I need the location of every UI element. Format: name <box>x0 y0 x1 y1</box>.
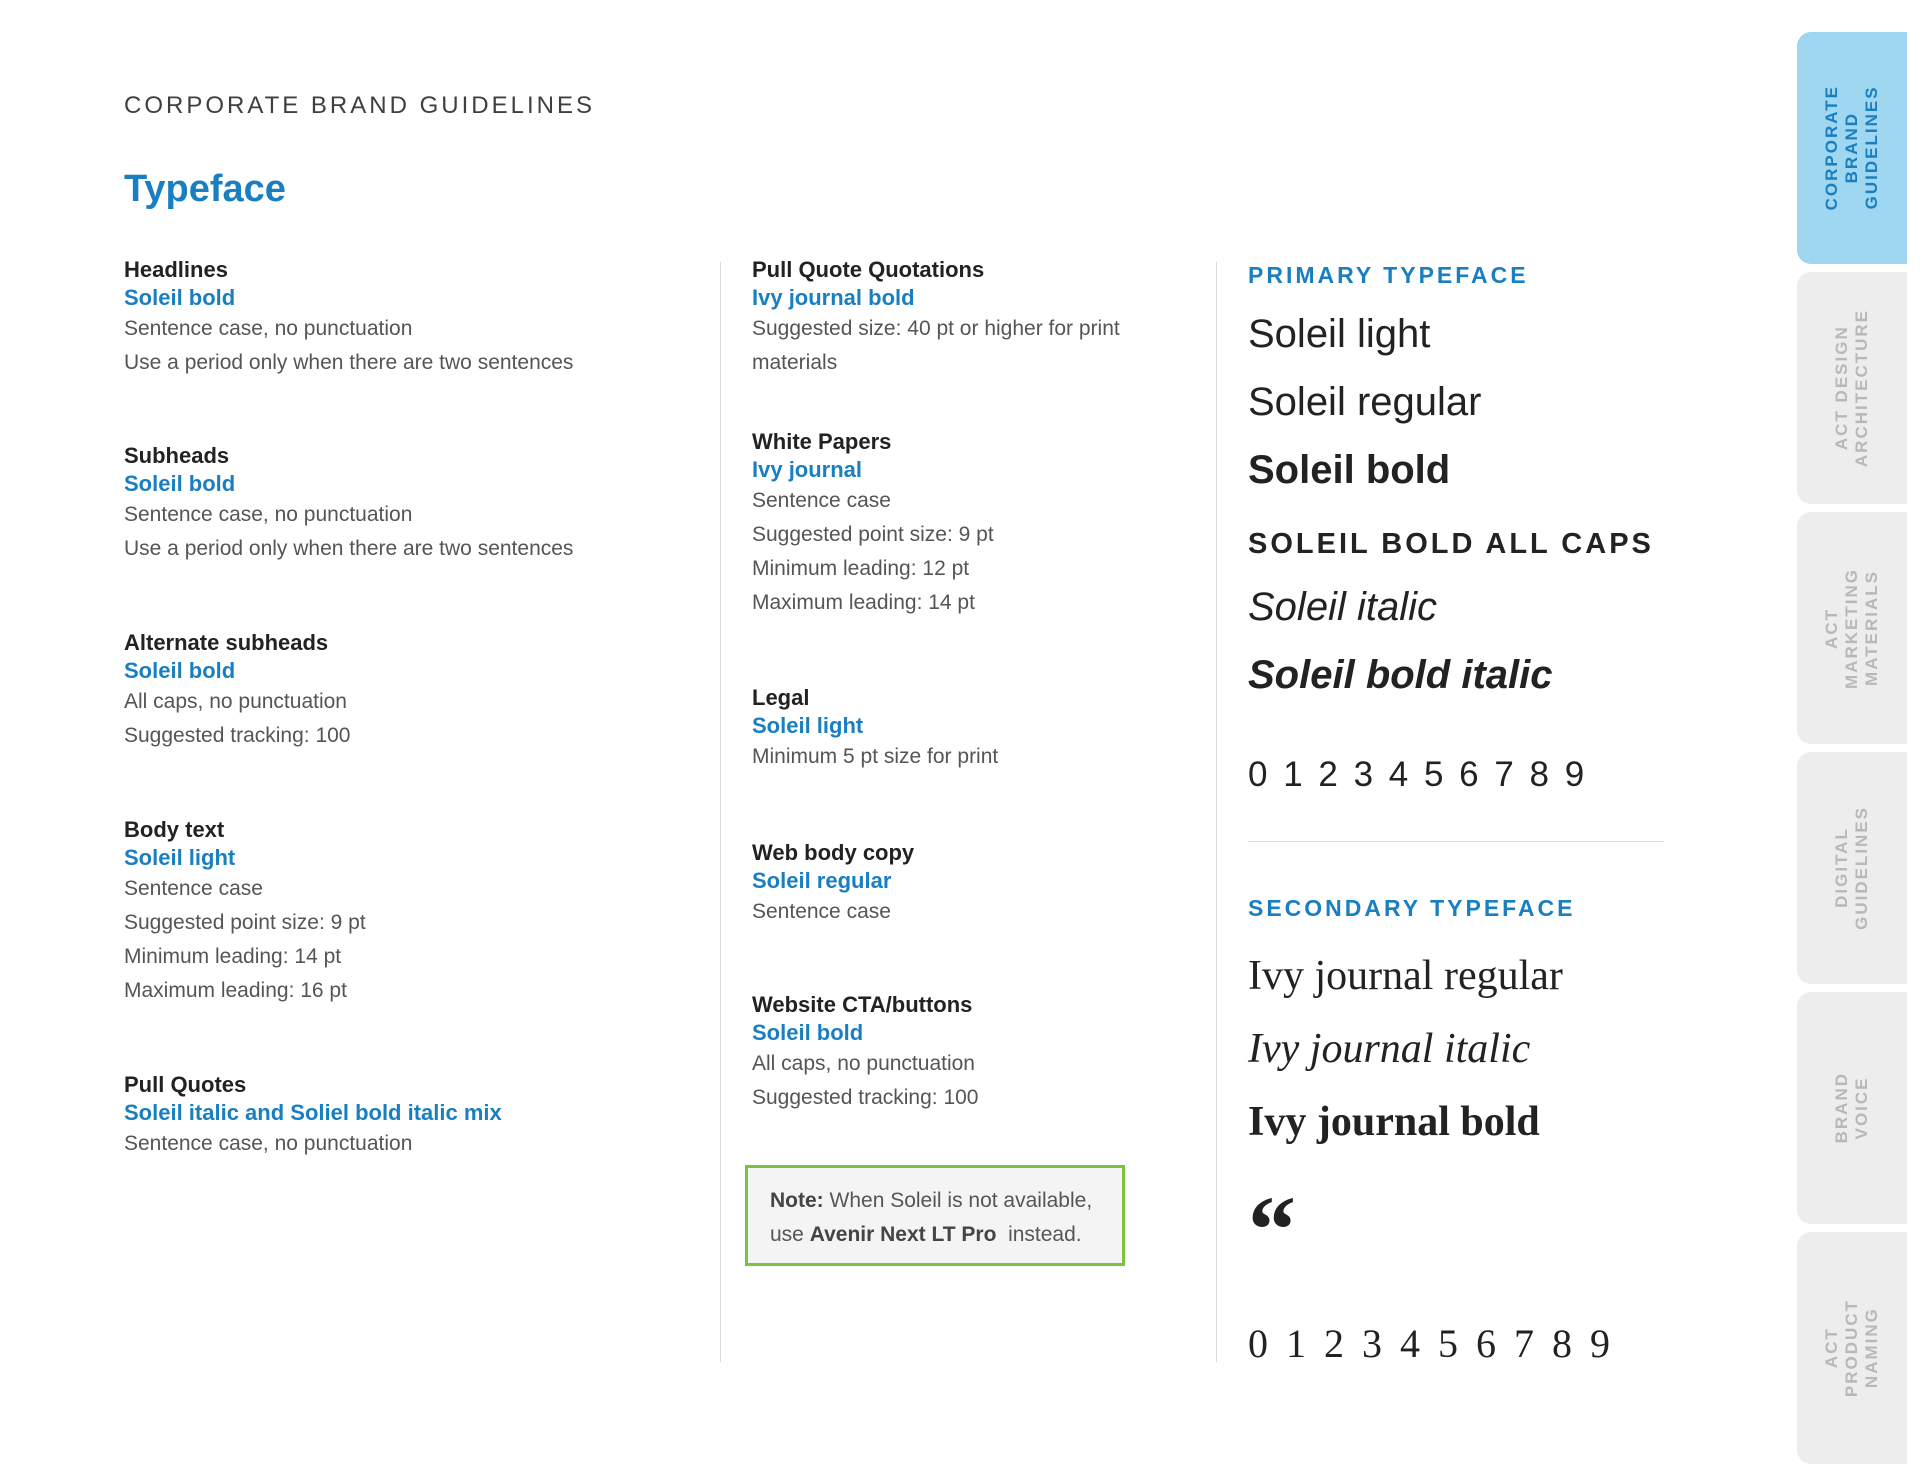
guideline-line: Suggested point size: 9 pt <box>124 911 366 934</box>
note-box <box>745 1165 1125 1266</box>
guideline-title: White Papers <box>752 429 892 454</box>
guideline-title: Alternate subheads <box>124 630 329 655</box>
guideline-line: All caps, no punctuation <box>752 1052 975 1075</box>
sample-soleil-bold: Soleil bold <box>1248 448 1451 492</box>
tab-act-design-architecture[interactable] <box>1797 272 1907 504</box>
tab-corporate-brand-guidelines[interactable] <box>1797 32 1907 264</box>
primary-numerals: 0 1 2 3 4 5 6 7 8 9 <box>1248 755 1588 794</box>
guideline-headlines <box>124 256 684 442</box>
column-divider <box>1216 262 1217 1362</box>
tab-label: ACT MARKETING MATERIALS <box>1822 567 1881 689</box>
guideline-line: Maximum leading: 14 pt <box>752 591 975 614</box>
sample-soleil-bold-caps: SOLEIL BOLD ALL CAPS <box>1248 528 1654 560</box>
guideline-line: Minimum 5 pt size for print <box>752 745 999 768</box>
sample-soleil-light: Soleil light <box>1248 312 1431 356</box>
guideline-white-papers <box>752 428 1172 684</box>
guideline-title: Website CTA/buttons <box>752 992 973 1017</box>
tab-act-product-naming[interactable] <box>1797 1232 1907 1464</box>
guideline-line: All caps, no punctuation <box>124 690 347 713</box>
guideline-subheads <box>124 442 684 629</box>
guideline-font: Soleil light <box>752 713 864 738</box>
guideline-title: Web body copy <box>752 840 915 865</box>
guideline-line: Sentence case <box>752 900 891 923</box>
primary-typeface-heading: PRIMARY TYPEFACE <box>1248 262 1529 288</box>
tab-label: ACT DESIGN ARCHITECTURE <box>1832 308 1871 468</box>
guideline-font: Soleil regular <box>752 868 892 893</box>
guideline-line: Suggested size: 40 pt or higher for print <box>752 317 1120 340</box>
tab-label: BRAND VOICE <box>1832 1072 1871 1144</box>
column-divider <box>720 262 721 1362</box>
note-text: instead. <box>1008 1223 1082 1246</box>
note-font: Avenir Next LT Pro <box>809 1223 997 1246</box>
guideline-alternate-subheads <box>124 629 684 816</box>
guideline-font: Soleil italic and Soliel bold italic mix <box>124 1100 502 1125</box>
page-title: Typeface <box>124 168 286 210</box>
guideline-font: Soleil bold <box>124 471 236 496</box>
guideline-font: Soleil bold <box>124 658 236 683</box>
guideline-line: Minimum leading: 14 pt <box>124 945 342 968</box>
guideline-title: Pull Quotes <box>124 1072 247 1097</box>
header-label: CORPORATE BRAND GUIDELINES <box>124 92 595 119</box>
tab-label: DIGITAL GUIDELINES <box>1832 806 1871 930</box>
guideline-pull-quotes <box>124 1071 684 1161</box>
guideline-title: Legal <box>752 685 810 710</box>
guideline-line: Suggested point size: 9 pt <box>752 523 994 546</box>
guideline-line: Sentence case <box>752 489 891 512</box>
sample-soleil-bold-italic: Soleil bold italic <box>1248 653 1553 697</box>
guideline-website-cta <box>752 991 1172 1149</box>
guideline-line: Sentence case, no punctuation <box>124 317 413 340</box>
tab-brand-voice[interactable] <box>1797 992 1907 1224</box>
secondary-typeface-heading: SECONDARY TYPEFACE <box>1248 895 1576 921</box>
guideline-font: Soleil bold <box>124 285 236 310</box>
guideline-font: Soleil light <box>124 845 236 870</box>
tab-digital-guidelines[interactable] <box>1797 752 1907 984</box>
guideline-title: Headlines <box>124 257 228 282</box>
guideline-pull-quote-quotations <box>752 256 1172 428</box>
guideline-line: Use a period only when there are two sentences <box>124 537 574 560</box>
sample-ivy-regular: Ivy journal regular <box>1248 953 1563 999</box>
guideline-line: Sentence case, no punctuation <box>124 1132 413 1155</box>
note-text: use <box>770 1223 804 1246</box>
guideline-column-2 <box>752 256 1172 1149</box>
guideline-line: Sentence case, no punctuation <box>124 503 413 526</box>
guideline-line: Use a period only when there are two sentences <box>124 351 574 374</box>
guideline-font: Soleil bold <box>752 1020 864 1045</box>
guideline-body-text <box>124 816 684 1071</box>
guideline-column-1 <box>124 256 684 1161</box>
typeface-divider <box>1248 841 1664 842</box>
guideline-line: Suggested tracking: 100 <box>752 1086 979 1109</box>
guideline-web-body-copy <box>752 839 1172 991</box>
note-text: When Soleil is not available, <box>829 1189 1093 1212</box>
guideline-line: Maximum leading: 16 pt <box>124 979 347 1002</box>
sample-soleil-regular: Soleil regular <box>1248 380 1482 424</box>
secondary-numerals: 0 1 2 3 4 5 6 7 8 9 <box>1248 1321 1614 1366</box>
tab-label: CORPORATE BRAND GUIDELINES <box>1822 85 1881 211</box>
guideline-title: Body text <box>124 817 225 842</box>
guideline-line: Minimum leading: 12 pt <box>752 557 970 580</box>
guideline-font: Ivy journal <box>752 457 863 482</box>
guideline-line: Suggested tracking: 100 <box>124 724 351 747</box>
guideline-line: Sentence case <box>124 877 263 900</box>
guideline-title: Subheads <box>124 443 230 468</box>
tab-act-marketing-materials[interactable] <box>1797 512 1907 744</box>
guideline-font: Ivy journal bold <box>752 285 915 310</box>
note-label: Note: <box>770 1189 824 1212</box>
tab-label: ACT PRODUCT NAMING <box>1822 1298 1881 1398</box>
sample-ivy-bold: Ivy journal bold <box>1248 1099 1540 1145</box>
guideline-legal <box>752 684 1172 839</box>
sample-soleil-italic: Soleil italic <box>1248 585 1437 629</box>
guideline-title: Pull Quote Quotations <box>752 257 985 282</box>
quote-mark-icon: “ <box>1248 1176 1296 1283</box>
guideline-line: materials <box>752 351 838 374</box>
sample-ivy-italic: Ivy journal italic <box>1248 1026 1531 1072</box>
